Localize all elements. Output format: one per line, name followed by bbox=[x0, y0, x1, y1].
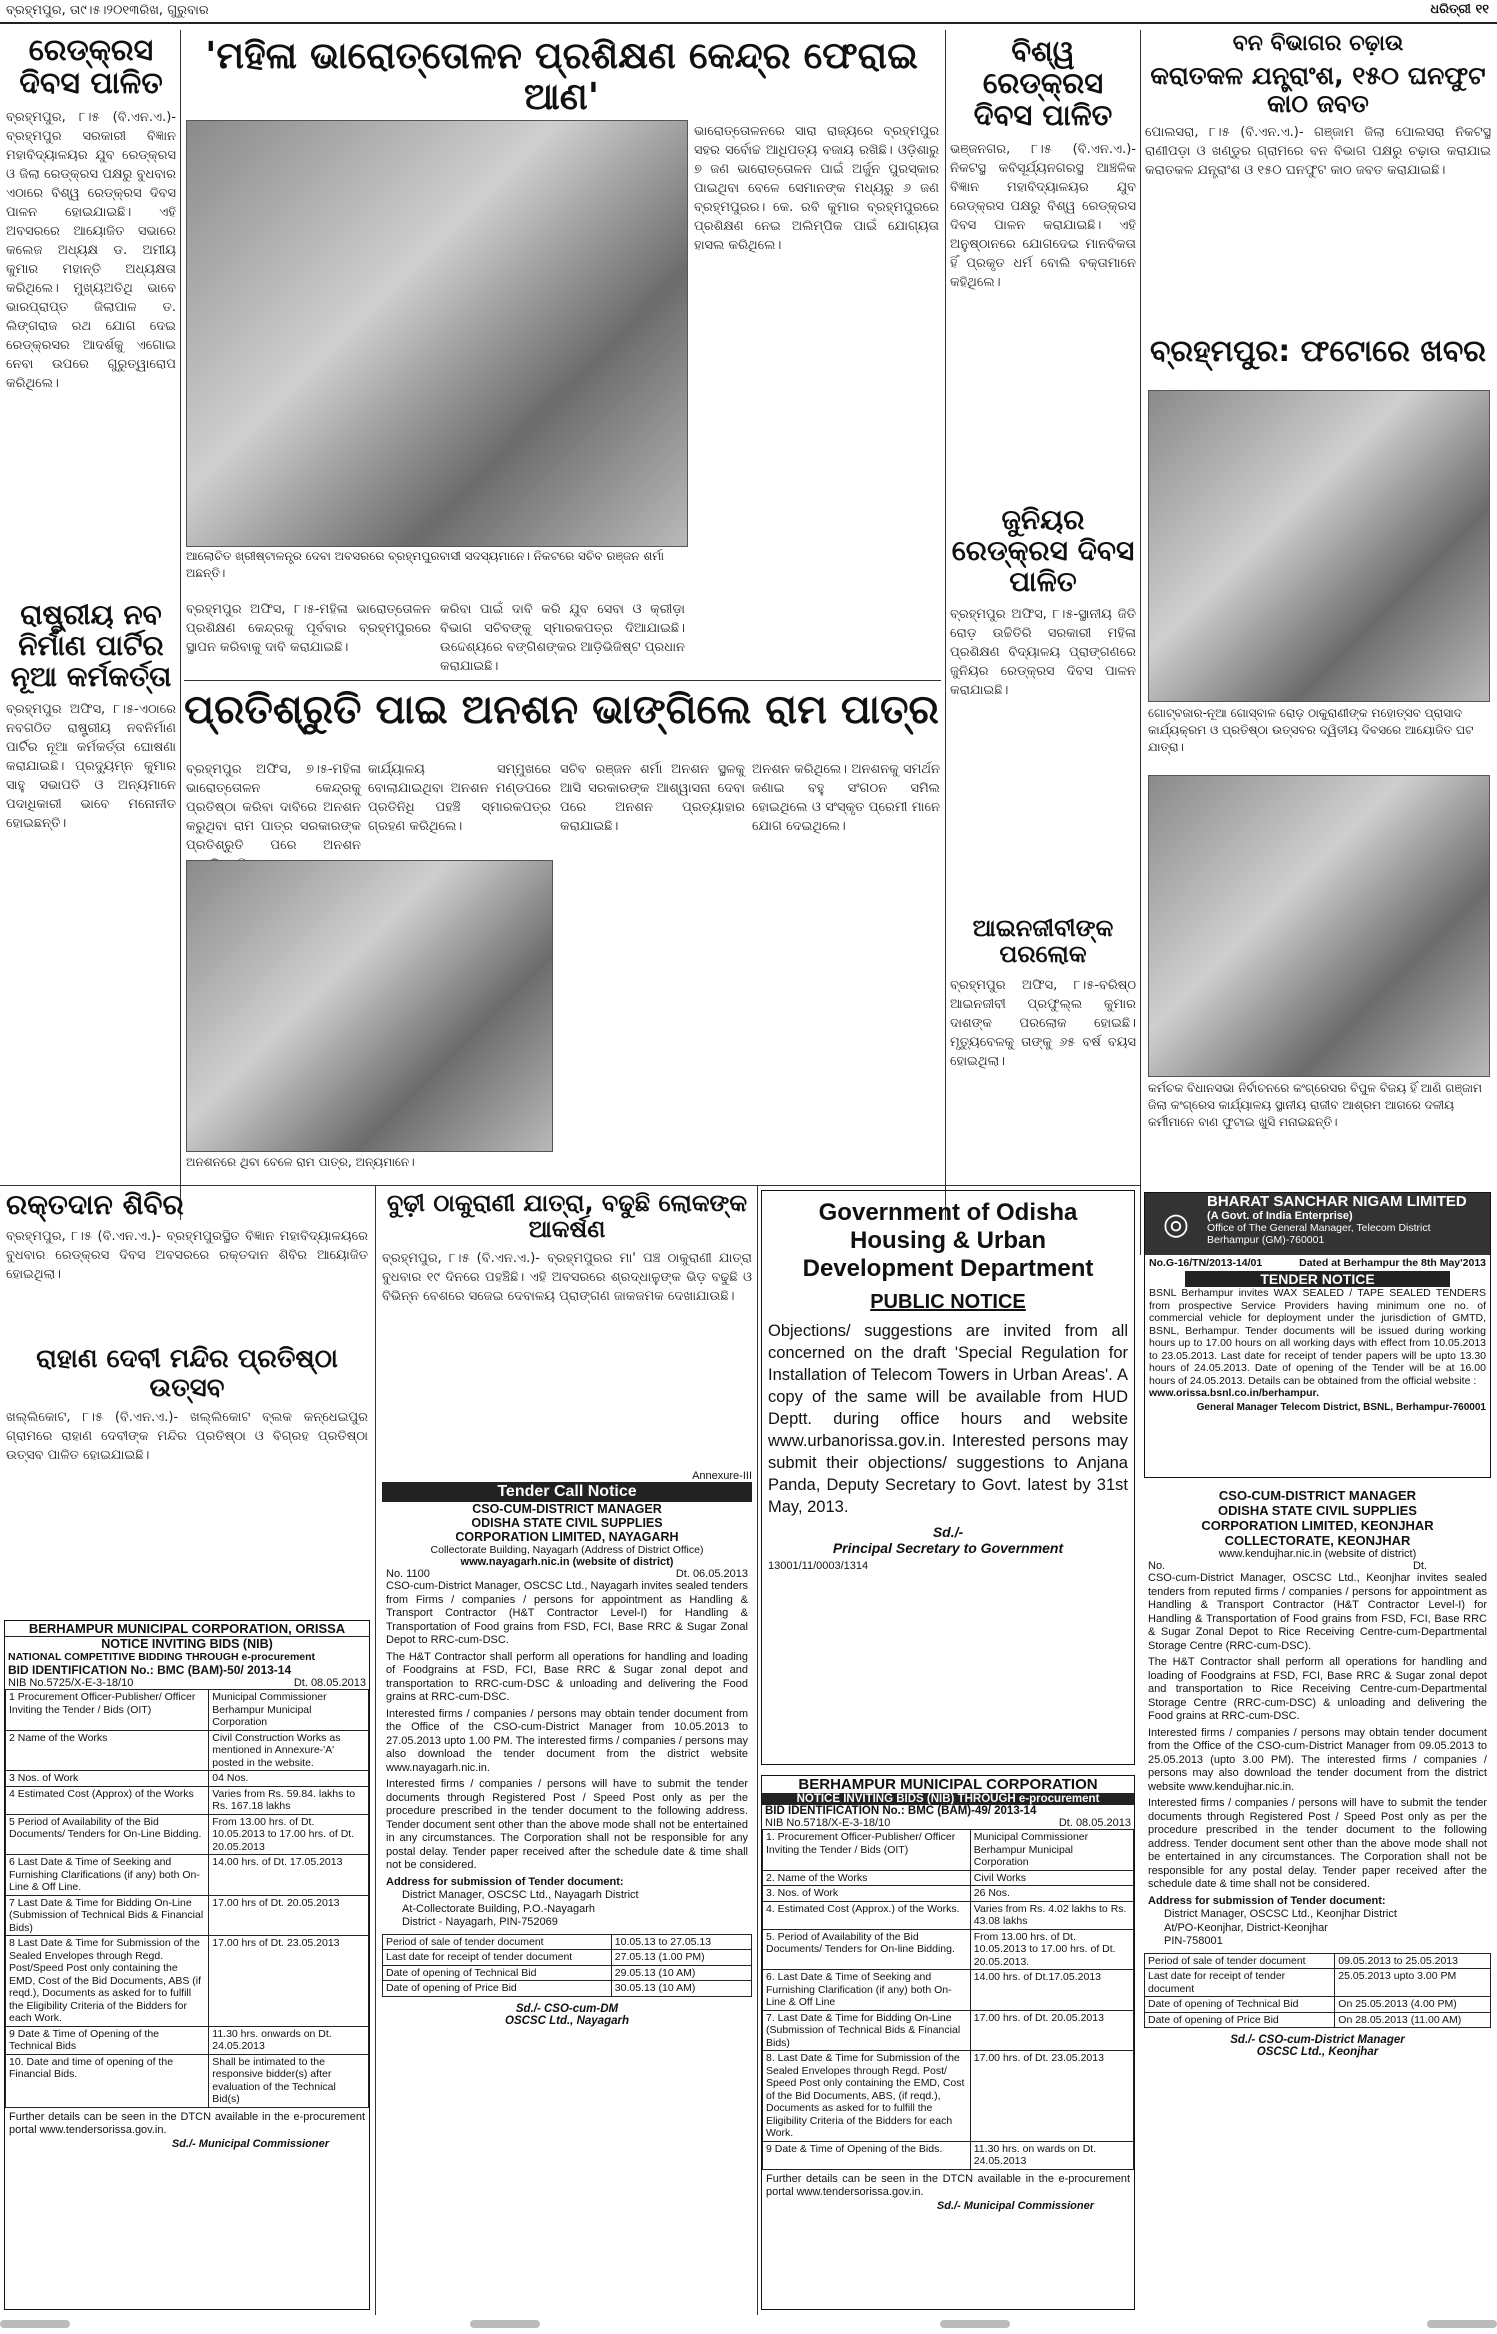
photo-caption: ଗୋଟ୍‌ବଜାର-ନୂଆ ଗୋସ୍‌ବାଳ ରୋଡ଼ ଠାକୁରାଣୀଙ୍କ ମହୋତ୍ସବ ପ୍ରାସାଦ କାର୍ଯ୍ୟକ୍ରମ ଓ ପ୍ରତିଷ୍ଠା ଉତ୍ସବର ଦ୍ୱିତୀୟ ଦିବସରେ ଆୟୋଜିତ ଘଟ ଯାତ୍ରା। bbox=[1148, 706, 1474, 754]
photo-caption: କର୍ମଚକ ବିଧାନସଭା ନିର୍ବାଚନରେ କଂଗ୍ରେସର ବିପୁଳ ବିଜୟ ହିଁ ଆଣି ଗଞ୍ଜାମ ଜିଲା କଂଗ୍ରେସ କାର୍ଯ୍ୟାଳୟ ସ୍ଥାନୀୟ ରାଜୀବ ଆଶ୍ରମ ଆଗରେ ଦଳୀୟ କର୍ମୀମାନେ ବାଣ ଫୁଟାଇ ଖୁସି ମନାଇଛନ୍ତି। bbox=[1148, 1081, 1482, 1129]
ad-org: COLLECTORATE, KEONJHAR bbox=[1224, 1533, 1411, 1548]
ad-no: No. bbox=[1148, 1560, 1166, 1572]
ad-paragraph: Interested firms / companies / persons may obtain tender document from the Office of the CSO-cum-District Manager from 09.05.2013 to 25.05.2013 (upto 3.00 PM). The interested firms / companies / persons may also download the tender document from the district website www.kendujhar.nic.in. bbox=[1148, 1726, 1487, 1793]
article-body: ବ୍ରହ୍ମପୁର, ୮।୫ (ବି.ଏନ.ଏ.)- ବ୍ରହ୍ମପୁରସ୍ଥିତ ବିଜ୍ଞାନ ମହାବିଦ୍ୟାଳୟରେ ବୁଧବାର ରେଡ୍‌କ୍ରସ ଦିବସ ଅବସରରେ ରକ୍ତଦାନ ଶିବିର ଆୟୋଜିତ ହୋଇଥିଲା। bbox=[6, 1228, 368, 1282]
table-row bbox=[1145, 1997, 1491, 2013]
table-cell-value: Municipal Commissioner Berhampur Municipal Corporation bbox=[970, 1830, 1133, 1871]
table-cell-label: 5 Period of Availability of the Bid Documents/ Tenders for On-Line Bidding. bbox=[6, 1814, 209, 1855]
ad-address-line: At/PO-Keonjhar, District-Keonjhar bbox=[1164, 1921, 1328, 1934]
article-body: ବ୍ରହ୍ମପୁର ଅଫିସ, ୮।୫-ସ୍ଥାନୀୟ ଜିତି ରୋଡ଼ ଉଚ୍ଚିତିରି ସରକାରୀ ମହିଳା ପ୍ରଶିକ୍ଷଣ ବିଦ୍ୟାଳୟ ପ୍ରାଙ୍ଗଣରେ ଜୁନିୟର ରେଡ୍‌କ୍ରସ ଦିବସ ପାଳନ କରାଯାଇଛି। bbox=[950, 607, 1136, 699]
ad-body: Objections/ suggestions are invited from all concerned on the draft 'Special Regulation for Installation of Telecom Towers in Urban Areas'. A copy of the same will be available from HUD Deptt. during office hours and website www.urbanorissa.gov.in. Interested persons may submit their objections/ suggestions to Anjana Panda, Deputy Secretary to Govt. latest by 31st May, 2013. bbox=[768, 1322, 1128, 1516]
table-cell-value: 27.05.13 (1.00 PM) bbox=[611, 1950, 751, 1966]
table-row bbox=[6, 1895, 369, 1936]
table-row bbox=[763, 2010, 1134, 2051]
table-cell-label: 6. Last Date & Time of Seeking and Furnishing Clarification (if any) both On-Line & Off Line bbox=[763, 1970, 971, 2011]
ad-sign: OSCSC Ltd., Nayagarh bbox=[505, 2014, 629, 2027]
table-row bbox=[763, 1901, 1134, 1929]
table-row bbox=[383, 1934, 752, 1950]
table-cell-value: 17.00 hrs of Dt. 20.05.2013 bbox=[209, 1895, 369, 1936]
news-photo bbox=[1148, 390, 1490, 702]
ad-subtitle: NOTICE INVITING BIDS (NIB) THROUGH e-procurement bbox=[762, 1793, 1134, 1805]
ad-address-line: District - Nayagarh, PIN-752069 bbox=[402, 1916, 558, 1928]
footer-tab bbox=[470, 2320, 540, 2328]
table-row bbox=[383, 1950, 752, 1966]
table-cell-label: 9 Date & Time of Opening of the Bids. bbox=[763, 2141, 971, 2169]
headline: ଜୁନିୟର ରେଡ୍‌କ୍ରସ ଦିବସ ପାଳିତ bbox=[951, 503, 1135, 598]
table-cell-label: 9 Date & Time of Opening of the Technical Bids bbox=[6, 2026, 209, 2054]
ad-website: www.orissa.bsnl.co.in/berhampur. bbox=[1149, 1387, 1319, 1399]
table-cell-label: Date of opening of Technical Bid bbox=[383, 1965, 612, 1981]
table-cell-value: 17.00 hrs. of Dt. 20.05.2013 bbox=[970, 2010, 1133, 2051]
table-row bbox=[6, 1771, 369, 1787]
headline: 'ମହିଳା ଭାରୋତ୍ତୋଳନ ପ୍ରଶିକ୍ଷଣ କେନ୍ଦ୍ର ଫେରାଇ ଆଣ' bbox=[205, 34, 918, 118]
ad-paragraph: CSO-cum-District Manager, OSCSC Ltd., Keonjhar invites sealed tenders from reputed firms / companies / persons for appointment as Handling & Transport Contractor (H&T Contractor Level-I) for Handling & Transportation of Food grains from FSD, FCI, Base RRC & Sugar Zonal Depot to Rice Receiving Centre-cum-Departmental Storage Centre (RRC-cum-DSC). bbox=[1148, 1572, 1487, 1652]
ad-org: ODISHA STATE CIVIL SUPPLIES bbox=[471, 1516, 663, 1530]
table-cell-label: Period of sale of tender document bbox=[1145, 1953, 1335, 1969]
table-cell-value: On 25.05.2013 (4.00 PM) bbox=[1335, 1997, 1491, 2013]
ad-bid-id: BID IDENTIFICATION No.: BMC (BAM)-49/ 2013-14 bbox=[765, 1805, 1037, 1817]
ad-sign: OSCSC Ltd., Keonjhar bbox=[1256, 2046, 1379, 2058]
table-cell-label: 1. Procurement Officer-Publisher/ Officer Inviting the Tender / Bids (OIT) bbox=[763, 1830, 971, 1871]
footer-tab bbox=[1427, 2320, 1497, 2328]
article-body: କରିବା ପାଇଁ ଦାବି କରି ଯୁବ ସେବା ଓ କ୍ରୀଡ଼ା ବିଭାଗ ସଚିବଙ୍କୁ ସ୍ମାରକପତ୍ର ଦିଆଯାଇଛି। ଉଦ୍ଦେଶ୍ୟରେ ବଙ୍ଗିଶଙ୍କର ଆଡ଼ିଭିଜିଷ୍ଟ ପ୍ରଧାନ କରାଯାଇଛି। bbox=[440, 602, 685, 674]
table-cell-value: 04 Nos. bbox=[209, 1771, 369, 1787]
ad-website: www.nayagarh.nic.in (website of district) bbox=[460, 1556, 674, 1568]
ad-no: No. 1100 bbox=[386, 1568, 430, 1580]
article-body: ପୋଲସରା, ୮।୫ (ବି.ଏନ.ଏ.)- ଗଞ୍ଜାମ ଜିଲା ପୋଲସରା ନିକଟସ୍ଥ ରାଣୀପଡ଼ା ଓ ଖଣ୍ଡୁର ଗ୍ରାମରେ ବନ ବିଭାଗ ପକ୍ଷରୁ ଚଢ଼ାଉ କରାଯାଇ କରାତକଳ ଯନ୍ତ୍ରାଂଶ ଓ ୧୫୦ ଘନଫୁଟ କାଠ ଜବତ କରାଯାଇଛି। bbox=[1145, 125, 1491, 179]
ad-sign: Sd./- Municipal Commissioner bbox=[171, 2137, 329, 2150]
ad-notice-label: PUBLIC NOTICE bbox=[870, 1291, 1026, 1313]
ad-sd: Sd./- bbox=[932, 1524, 964, 1540]
ad-date: Dt. 08.05.2013 bbox=[293, 1677, 366, 1689]
table-row bbox=[763, 2141, 1134, 2169]
ad-org: CSO-CUM-DISTRICT MANAGER bbox=[472, 1502, 662, 1516]
ad-org: CORPORATION LIMITED, KEONJHAR bbox=[1201, 1518, 1434, 1533]
ad-address-line: District Manager, OSCSC Ltd., Nayagarh District bbox=[402, 1889, 639, 1901]
table-cell-label: Last date for receipt of tender document bbox=[1145, 1969, 1335, 1997]
table-cell-value: Municipal Commissioner Berhampur Municipal Corporation bbox=[209, 1690, 369, 1731]
column-rule bbox=[757, 1185, 758, 2315]
table-cell-label: Date of opening of Price Bid bbox=[383, 1981, 612, 1997]
news-photo bbox=[186, 120, 688, 547]
headline: ଆଇନଜୀବୀଙ୍କ ପରଲୋକ bbox=[972, 914, 1114, 969]
ad-address-line: District Manager, OSCSC Ltd., Keonjhar District bbox=[1164, 1908, 1397, 1920]
page-header bbox=[0, 0, 1497, 24]
table-row bbox=[6, 2026, 369, 2054]
table-cell-value: From 13.00 hrs. of Dt. 10.05.2013 to 17.00 hrs. of Dt. 20.05.2013 bbox=[209, 1814, 369, 1855]
ad-table bbox=[382, 1934, 752, 1997]
ad-title: Housing & Urban bbox=[850, 1227, 1046, 1254]
article-world-redcross bbox=[950, 36, 1136, 506]
ad-bid-id: BID IDENTIFICATION No.: BMC (BAM)-50/ 2013-14 bbox=[8, 1663, 292, 1677]
bsnl-logo-icon: ◎ bbox=[1162, 1207, 1190, 1241]
article-body: ବ୍ରହ୍ମପୁର ଅଫିସ, ୭।୫-ମହିଳା ଭାରୋତ୍ତୋଳନ କେନ୍ଦ୍ରକୁ ପ୍ରତିଷ୍ଠା କରିବା ଦାବିରେ ଅନଶନ କରୁଥିବା ରାମ ପାତ୍ର ସରକାରଙ୍କ ପ୍ରତିଶ୍ରୁତି ପରେ ଅନଶନ bbox=[186, 762, 361, 853]
ad-line: NATIONAL COMPETITIVE BIDDING THROUGH e-procurement bbox=[8, 1651, 316, 1663]
article-mahila-headline bbox=[184, 34, 939, 118]
column-rule bbox=[180, 30, 181, 1220]
ad-city: Berhampur (GM)-760001 bbox=[1207, 1234, 1325, 1246]
ad-govt: (A Govt. of India Enterprise) bbox=[1207, 1210, 1353, 1222]
article-body: ଖଲ୍ଲିକୋଟ, ୮।୫ (ବି.ଏନ.ଏ.)- ଖଲ୍ଲିକୋଟ ବ୍ଲକ କନ୍ଧେଇପୁର ଗ୍ରାମରେ ରାହାଣ ଦେବୀଙ୍କ ମନ୍ଦିର ପ୍ରତିଷ୍ଠା ଓ ବିଗ୍ରହ ପ୍ରତିଷ୍ଠା ଉତ୍ସବ ପାଳିତ ହୋଇଯାଇଛି। bbox=[6, 1410, 368, 1464]
table-row bbox=[6, 1936, 369, 2027]
ad-sign: Sd./- CSO-cum-District Manager bbox=[1230, 2034, 1405, 2046]
ad-ref: 13001/11/0003/1314 bbox=[768, 1560, 869, 1572]
ad-org: ODISHA STATE CIVIL SUPPLIES bbox=[1218, 1503, 1417, 1518]
ad-title: Development Department bbox=[802, 1255, 1094, 1282]
ad-org: CSO-CUM-DISTRICT MANAGER bbox=[1218, 1488, 1417, 1503]
ad-address-line: PIN-758001 bbox=[1164, 1935, 1223, 1947]
headline: ବ୍ରହ୍ମପୁର: ଫଟୋରେ ଖବର bbox=[1149, 334, 1487, 369]
ad-sign: Sd./- CSO-cum-DM bbox=[515, 2002, 619, 2015]
ad-paragraph: CSO-cum-District Manager, OSCSC Ltd., Nayagarh invites sealed tenders from Firms / companies / persons for appointment as Handling & Transport Contractor (H&T Contractor Level-I) for Handling & Transportation of Food grains from FSD, FCI, Base RRC & Sugar Zonal Depot to RRC-cum-DSC. bbox=[386, 1580, 748, 1646]
table-cell-label: 2. Name of the Works bbox=[763, 1870, 971, 1886]
table-cell-label: 8 Last Date & Time for Submission of the Sealed Envelopes through Regd. Post/Speed Post only containing the EMD, Cost of the Bid Documents, ABS (if reqd.), Documents as asked for to fulfill the Eligibility Criteria of the Bidders for each Work. bbox=[6, 1936, 209, 2027]
ad-sign: General Manager Telecom District, BSNL, Berhampur-760001 bbox=[1196, 1401, 1486, 1413]
ad-title: Tender Call Notice bbox=[382, 1482, 752, 1502]
article-obituary bbox=[950, 915, 1136, 1180]
article-body: ବ୍ରହ୍ମପୁର ଅଫିସ, ୮।୫-ଏଠାରେ ନବଗଠିତ ରାଷ୍ଟ୍ରୀୟ ନବନିର୍ମାଣ ପାର୍ଟିର ନୂଆ କର୍ମକର୍ତ୍ତା ଘୋଷଣା କରାଯାଇଛି। ପ୍ରଦ୍ୟୁମ୍ନ କୁମାର ସାହୁ ସଭାପତି ଓ ଅନ୍ୟମାନେ ପଦାଧିକାରୀ ଭାବେ ମନୋନୀତ ହୋଇଛନ୍ତି। bbox=[6, 702, 176, 832]
ad-paragraph: Interested firms / companies / persons will have to submit the tender documents through Registered Post / Speed Post only as per the procedure prescribed in the tender document to the following address. Tender document sent other than the above mode shall not be entertained in any circumstances. The Corporation shall not be responsible for any postal delay. Tender paper received after the schedule date & time shall not be considered. bbox=[1148, 1797, 1487, 1890]
article-body: କାର୍ଯ୍ୟାଳୟ ସମ୍ମୁଖରେ ବୋଲାଯାଇଥିବା ଅନଶନ ମଣ୍ଡପରେ ପ୍ରତିନିଧି ପହଞ୍ଚି ସ୍ମାରକପତ୍ର ଗ୍ରହଣ କରିଥିଲେ। bbox=[368, 762, 551, 834]
ad-no: No.G-16/TN/2013-14/01 bbox=[1149, 1257, 1263, 1269]
table-row bbox=[1145, 2012, 1491, 2028]
ad-date: Dt. bbox=[1412, 1560, 1427, 1572]
table-row bbox=[763, 1929, 1134, 1970]
ad-address: Collectorate Building, Nayagarh (Address of District Office) bbox=[430, 1544, 704, 1556]
ad-tender-nayagarh bbox=[382, 1470, 752, 2310]
ad-paragraph: Interested firms / companies / persons may obtain tender document from the Office of the CSO-cum-District Manager from 10.05.2013 to 27.05.2013 upto 1.00 PM. The interested firms / companies / persons may also download the tender document from the district website www.nayagarh.nic.in. bbox=[386, 1707, 748, 1774]
ad-website: www.kendujhar.nic.in (website of district) bbox=[1218, 1548, 1417, 1560]
headline: ରେଡ୍‌କ୍ରସ ଦିବସ ପାଳିତ bbox=[19, 33, 163, 101]
ad-title: BERHAMPUR MUNICIPAL CORPORATION bbox=[798, 1776, 1098, 1793]
ad-title: BERHAMPUR MUNICIPAL CORPORATION, ORISSA bbox=[5, 1621, 369, 1637]
table-cell-label: 2 Name of the Works bbox=[6, 1730, 209, 1771]
table-cell-value: Civil Works bbox=[970, 1870, 1133, 1886]
article-navanirman bbox=[6, 600, 176, 1170]
ad-table bbox=[5, 1689, 369, 2108]
ad-office: Office of The General Manager, Telecom District bbox=[1207, 1222, 1431, 1234]
table-cell-value: 17.00 hrs. of Dt. 23.05.2013 bbox=[970, 2051, 1133, 2142]
ad-footer: Further details can be seen in the DTCN available in the e-procurement portal www.tendersorissa.gov.in. bbox=[9, 2110, 365, 2136]
table-cell-label: 5. Period of Availability of the Bid Documents/ Tenders for On-line Bidding. bbox=[763, 1929, 971, 1970]
table-cell-label: 3. Nos. of Work bbox=[763, 1886, 971, 1902]
table-cell-value: Shall be intimated to the responsive bidder(s) after evaluation of the Technical Bid(s) bbox=[209, 2054, 369, 2107]
ad-bsnl bbox=[1144, 1192, 1491, 1478]
table-cell-value: 11.30 hrs. onwards on Dt. 24.05.2013 bbox=[209, 2026, 369, 2054]
table-cell-label: Date of opening of Price Bid bbox=[1145, 2012, 1335, 2028]
ad-address-line: At-Collectorate Building, P.O.-Nayagarh bbox=[402, 1902, 596, 1915]
table-row bbox=[6, 1690, 369, 1731]
ad-nib: NIB No.5718/X-E-3-18/10 bbox=[765, 1817, 891, 1829]
ad-housing-notice bbox=[761, 1190, 1135, 1765]
article-body: ସଚିବ ରଞ୍ଜନ ଶର୍ମା ଅନଶନ ସ୍ଥଳକୁ ଆସି ସରକାରଙ୍କ ଆଶ୍ୱାସନା ଦେବା ପରେ ଅନଶନ ପ୍ରତ୍ୟାହାର କରାଯାଇଛି। bbox=[560, 762, 745, 834]
table-cell-value: From 13.00 hrs. of Dt. 10.05.2013 to 17.00 hrs. of Dt. 20.05.2013. bbox=[970, 1929, 1133, 1970]
table-cell-value: 10.05.13 to 27.05.13 bbox=[611, 1934, 751, 1950]
article-body: ବ୍ରହ୍ମପୁର ଅଫିସ, ୮।୫-ମହିଳା ଭାରୋତ୍ତୋଳନ ପ୍ରଶିକ୍ଷଣ କେନ୍ଦ୍ରକୁ ପୂର୍ବବାର ବ୍ରହ୍ମପୁରରେ ସ୍ଥାପନ କରିବାକୁ ଦାବି କରାଯାଇଛି। bbox=[186, 602, 431, 655]
article-blood bbox=[6, 1190, 368, 1345]
headline: କରାତକଳ ଯନ୍ତ୍ରାଂଶ, ୧୫୦ ଘନଫୁଟ କାଠ ଜବତ bbox=[1150, 61, 1486, 118]
ad-subtitle: NOTICE INVITING BIDS (NIB) bbox=[101, 1637, 273, 1651]
table-cell-value: Varies from Rs. 4.02 lakhs to Rs. 43.08 lakhs bbox=[970, 1901, 1133, 1929]
article-thakurani bbox=[382, 1190, 752, 1465]
table-cell-value: On 28.05.2013 (11.00 AM) bbox=[1335, 2012, 1491, 2028]
table-row bbox=[763, 1870, 1134, 1886]
table-cell-label: 1 Procurement Officer-Publisher/ Officer Inviting the Tender / Bids (OIT) bbox=[6, 1690, 209, 1731]
table-row bbox=[763, 2051, 1134, 2142]
table-row bbox=[763, 1830, 1134, 1871]
table-row bbox=[763, 1886, 1134, 1902]
article-body: ବ୍ରହ୍ମପୁର ଅଫିସ, ୮।୫-ବରିଷ୍ଠ ଆଇନଜୀବୀ ପ୍ରଫୁଲ୍ଲ କୁମାର ଦାଶଙ୍କ ପରଲୋକ ହୋଇଛି। ମୃତ୍ୟୁବେଳକୁ ତାଙ୍କୁ ୬୫ ବର୍ଷ ବୟସ ହୋଇଥିଲା। bbox=[950, 977, 1136, 1069]
table-cell-label: 10. Date and time of opening of the Financial Bids. bbox=[6, 2054, 209, 2107]
ad-org: CORPORATION LIMITED, NAYAGARH bbox=[455, 1530, 679, 1544]
page-footer bbox=[0, 2318, 1497, 2334]
table-row bbox=[383, 1965, 752, 1981]
table-cell-value: 29.05.13 (10 AM) bbox=[611, 1965, 751, 1981]
table-cell-label: 8. Last Date & Time for Submission of the Sealed Envelopes through Regd. Post/ Speed Post only containing the EMD, Cost of the Bid Documents, ABS, (if reqd.), Documents as asked for to fulfill the Eligibility Criteria of the Bidders for each Work. bbox=[763, 2051, 971, 2142]
table-row bbox=[383, 1981, 752, 1997]
table-cell-value: 14.00 hrs. of Dt.17.05.2013 bbox=[970, 1970, 1133, 2011]
header-page: ଧରିତ୍ରୀ ୧୧ bbox=[1430, 2, 1489, 17]
footer-tab bbox=[0, 2320, 70, 2328]
ad-footer: Further details can be seen in the DTCN available in the e-procurement portal www.tendersorissa.gov.in. bbox=[766, 2172, 1130, 2198]
ad-address-heading: Address for submission of Tender document: bbox=[1148, 1894, 1386, 1907]
table-cell-value: 26 Nos. bbox=[970, 1886, 1133, 1902]
table-cell-value: 17.00 hrs of Dt. 23.05.2013 bbox=[209, 1936, 369, 2027]
article-body: ବ୍ରହ୍ମପୁର, ୮।୫ (ବି.ଏନ.ଏ.)- ବ୍ରହ୍ମପୁର ସରକାରୀ ବିଜ୍ଞାନ ମହାବିଦ୍ୟାଳୟର ଯୁବ ରେଡ୍‌କ୍ରସ ଓ ଜିଲା ରେଡ୍‌କ୍ରସ ପକ୍ଷରୁ ବୁଧବାର ଏଠାରେ ବିଶ୍ୱ ରେଡ୍‌କ୍ରସ ଦିବସ ପାଳନ ହୋଇଯାଇଛି। ଏହି ଅବସରରେ ଆୟୋଜିତ ସଭାରେ କଲେଜ ଅଧ୍ୟକ୍ଷ ଡ. ଅମୀୟ କୁମାର ମହାନ୍ତି ଅଧ୍ୟକ୍ଷତା କରିଥିଲେ। ମୁଖ୍ୟଅତିଥି ଭାବେ ଭାରପ୍ରାପ୍ତ ଜିଲାପାଳ ତ. ଲିଙ୍ଗରାଜ ରଥ ଯୋଗ ଦେଇ ରେଡ୍‌କ୍ରସର ଆଦର୍ଶକୁ ଏଗୋଇ ନେବା ଉପରେ ଗୁରୁତ୍ୱାରୋପ କରିଥିଲେ। bbox=[6, 110, 176, 391]
ad-body: BSNL Berhampur invites WAX SEALED / TAPE SEALED TENDERS from prospective Service Providers having minimum one no. of commercial vehicle for deployment under the jurisdiction of GMTD, BSNL, Berhampur. Tender documents will be issued during working hours up to 17.00 hours on all working days with effect from 10.05.2013 to 23.05.2013. Last date for receipt of tender papers will be upto 13.30 hours of 24.05.2013. Date of opening of the Tender will be at 16.00 hours of 24.05.2013. Details can be obtained from the official website : bbox=[1149, 1287, 1486, 1387]
headline: ରାହାଣ ଦେବୀ ମନ୍ଦିର ପ୍ରତିଷ୍ଠା ଉତ୍ସବ bbox=[36, 1344, 338, 1403]
article-rahan-devi bbox=[6, 1345, 368, 1545]
ad-table bbox=[1144, 1953, 1491, 2029]
ad-nib: NIB No.5725/X-E-3-18/10 bbox=[8, 1677, 134, 1689]
ad-date: Dt. 06.05.2013 bbox=[675, 1568, 748, 1580]
table-cell-label: 4. Estimated Cost (Approx.) of the Works. bbox=[763, 1901, 971, 1929]
column-rule bbox=[375, 1185, 376, 2315]
table-row bbox=[1145, 1969, 1491, 1997]
table-cell-label: Last date for receipt of tender document bbox=[383, 1950, 612, 1966]
table-row bbox=[6, 1730, 369, 1771]
ad-company: BHARAT SANCHAR NIGAM LIMITED bbox=[1207, 1193, 1467, 1210]
table-cell-value: 25.05.2013 upto 3.00 PM bbox=[1335, 1969, 1491, 1997]
article-forest bbox=[1145, 32, 1491, 332]
headline: ବିଶ୍ୱ ରେଡ୍‌କ୍ରସ ଦିବସ ପାଳିତ bbox=[973, 34, 1113, 132]
table-cell-value: 11.30 hrs. on wards on Dt. 24.05.2013 bbox=[970, 2141, 1133, 2169]
ad-title: TENDER NOTICE bbox=[1185, 1271, 1450, 1287]
column-rule bbox=[1140, 30, 1141, 1255]
ad-bmc-nib-50 bbox=[4, 1620, 370, 2310]
ad-date: Dated at Berhampur the 8th May'2013 bbox=[1299, 1257, 1486, 1269]
row-rule bbox=[184, 680, 941, 681]
table-cell-label: Date of opening of Technical Bid bbox=[1145, 1997, 1335, 2013]
ad-sign: Principal Secretary to Government bbox=[832, 1540, 1064, 1556]
table-cell-label: 4 Estimated Cost (Approx) of the Works bbox=[6, 1786, 209, 1814]
ad-table bbox=[762, 1829, 1134, 2170]
article-body: ଅନଶନ କରିଥିଲେ। ଅନଶନକୁ ସମର୍ଥନ ଜଣାଇ ବହୁ ସଂଗଠନ ସମିଲ ହୋଇଥିଲେ ଓ ସଂସ୍କୃତ ପ୍ରେମୀ ମାନେ ଯୋଗ ଦେଇଥିଲେ। bbox=[752, 762, 940, 834]
table-cell-label: 7 Last Date & Time for Bidding On-Line (Submission of Technical Bids & Financial Bids) bbox=[6, 1895, 209, 1936]
article-body: ଭାରୋତ୍ତୋଳନରେ ସାରା ରାଜ୍ୟରେ ବ୍ରହ୍ମପୁର ସହର ସର୍ବୋଚ୍ଚ ଆଧିପତ୍ୟ ବଜାୟ ରଖିଛି। ଓଡ଼ିଶାରୁ ୭ ଜଣ ଭାରୋତ୍ତୋଳନ ପାଇଁ ଅର୍ଜୁନ ପୁରସ୍କାର ପାଇଥିବା ବେଳେ ସେମାନଙ୍କ ମଧ୍ୟରୁ ୬ ଜଣ ବ୍ରହ୍ମପୁରର। କେ. ରବି କୁମାର ବ୍ରହ୍ମପୁରରେ ପ୍ରଶିକ୍ଷଣ ନେଇ ଅଲିମ୍ପିକ ପାଇଁ ଯୋଗ୍ୟତା ହାସଲ କରିଥିଲେ। bbox=[694, 124, 939, 253]
ad-paragraph: The H&T Contractor shall perform all operations for handling and loading of Foodgrains at FSD, FCI, Base RRC & Sugar zonal depot and transportation to Rice Receiving Centre-cum-Departmental Storage Centre (RRC-cum-DSC) & unloading and delivering the Food grains at RRC-cum-DSC. bbox=[1148, 1656, 1487, 1722]
ad-bmc-nib-49 bbox=[761, 1775, 1135, 2310]
article-body: ବ୍ରହ୍ମପୁର, ୮।୫ (ବି.ଏନ.ଏ.)- ବ୍ରହ୍ମପୁରର ମା' ପଞ୍ଚ ଠାକୁରାଣୀ ଯାତ୍ରା ବୁଧବାର ୧୯ ଦିନରେ ପହଞ୍ଚିଛି। ଏହି ଅବସରରେ ଶ୍ରଦ୍ଧାଳୁଙ୍କ ଭିଡ଼ ବଢୁଛି ଓ ବିଭିନ୍ନ ବେଶରେ ସଜେଇ ଦେବାଳୟ ପ୍ରାଙ୍ଗଣ ଜାକଜମକ ଦେଖାଯାଉଛି। bbox=[382, 1250, 752, 1304]
article-redcross-day bbox=[6, 34, 176, 594]
table-row bbox=[763, 1970, 1134, 2011]
table-cell-value: Civil Construction Works as mentioned in Annexure-'A' posted in the website. bbox=[209, 1730, 369, 1771]
table-cell-label: Period of sale of tender document bbox=[383, 1934, 612, 1950]
ad-paragraph: The H&T Contractor shall perform all operations for handling and loading of Foodgrains at FSD, FCI, Base RRC & Sugar zonal depot and transportation to RRC-cum-DSC & unloading and delivering the Food grains at RRC-cum-DSC. bbox=[386, 1650, 748, 1703]
table-cell-label: 7. Last Date & Time for Bidding On-Line (Submission of Technical Bids & Financial Bids) bbox=[763, 2010, 971, 2051]
kicker: ବନ ବିଭାଗର ଚଢ଼ାଉ bbox=[1232, 31, 1404, 56]
photo-caption: ଆଲୋଚିତ ଖ୍ରୀଷ୍ଟାଳନ୍ତ୍ର ଦେବା ଅବସରରେ ବ୍ରହ୍ମପୁରବାସୀ ସଦସ୍ୟମାନେ। ନିକଟରେ ସଚିବ ରଞ୍ଜନ ଶର୍ମା ଅଛନ୍ତି। bbox=[186, 549, 664, 580]
ad-date: Dt. 08.05.2013 bbox=[1058, 1817, 1131, 1829]
headline: ରକ୍ତଦାନ ଶିବିର bbox=[6, 1188, 184, 1221]
article-ram-patra-headline bbox=[184, 688, 939, 748]
column-rule bbox=[945, 30, 946, 1220]
table-cell-label: 6 Last Date & Time of Seeking and Furnishing Clarifications (if any) both On-Line & Off Line. bbox=[6, 1855, 209, 1896]
table-cell-value: 09.05.2013 to 25.05.2013 bbox=[1335, 1953, 1491, 1969]
article-body: ଭଞ୍ଜନଗର, ୮।୫ (ବି.ଏନ.ଏ.)- ନିକଟସ୍ଥ କବିସୂର୍ଯ୍ୟନଗରସ୍ଥ ଆଞ୍ଚଳିକ ବିଜ୍ଞାନ ମହାବିଦ୍ୟାଳୟର ଯୁବ ରେଡ୍‌କ୍ରସ ପକ୍ଷରୁ ବିଶ୍ୱ ରେଡ୍‌କ୍ରସ ଦିବସ ପାଳନ କରାଯାଇଛି। ଏହି ଅନୁଷ୍ଠାନରେ ଯୋଗଦେଇ ମାନବିକତା ହିଁ ପ୍ରକୃତ ଧର୍ମ ବୋଲି ବକ୍ତାମାନେ କହିଥିଲେ। bbox=[950, 141, 1136, 290]
table-cell-value: 14.00 hrs. of Dt. 17.05.2013 bbox=[209, 1855, 369, 1896]
ad-annex: Annexure-III bbox=[692, 1470, 752, 1482]
ad-tender-keonjhar bbox=[1144, 1488, 1491, 2310]
ad-paragraph: Interested firms / companies / persons will have to submit the tender documents through Registered Post / Speed Post only as per the procedure prescribed in the tender document to the following address. Tender document sent other than the above mode shall not be entertained in any circumstances. The Corporation shall not be responsible for any postal delay. Tender paper received after the schedule date & time shall not be considered. bbox=[386, 1778, 748, 1871]
ad-sign: Sd./- Municipal Commissioner bbox=[936, 2199, 1094, 2212]
table-cell-value: Varies from Rs. 59.84. lakhs to Rs. 167.18 lakhs bbox=[209, 1786, 369, 1814]
photo-caption: ଅନଶନରେ ଥିବା ବେଳେ ରାମ ପାତ୍ର, ଅନ୍ୟମାନେ। bbox=[186, 1155, 415, 1169]
news-photo bbox=[186, 860, 553, 1152]
ad-address-heading: Address for submission of Tender document: bbox=[386, 1875, 624, 1888]
table-row bbox=[6, 2054, 369, 2107]
table-row bbox=[6, 1814, 369, 1855]
article-junior-redcross bbox=[950, 505, 1136, 895]
row-rule bbox=[0, 1185, 1140, 1186]
footer-tab bbox=[940, 2320, 1010, 2328]
table-cell-value: 30.05.13 (10 AM) bbox=[611, 1981, 751, 1997]
headline: ରାଷ୍ଟ୍ରୀୟ ନବ ନିର୍ମାଣ ପାର୍ଟିର ନୂଆ କର୍ମକର୍ତ୍ତା bbox=[10, 598, 172, 693]
header-date: ବ୍ରହ୍ମପୁର, ତା୯।୫।୨୦୧୩ରିଖ, ଗୁରୁବାର bbox=[6, 3, 209, 18]
headline: ପ୍ରତିଶ୍ରୁତି ପାଇ ଅନଶନ ଭାଙ୍ଗିଲେ ରାମ ପାତ୍ର bbox=[184, 687, 939, 733]
ad-title: Government of Odisha bbox=[818, 1199, 1078, 1226]
table-cell-label: 3 Nos. of Work bbox=[6, 1771, 209, 1787]
table-row bbox=[1145, 1953, 1491, 1969]
headline: ବୁଢ଼ୀ ଠାକୁରାଣୀ ଯାତ୍ରା, ବଢୁଛି ଲୋକଙ୍କ ଆକର୍ଷଣ bbox=[386, 1189, 748, 1244]
news-photo bbox=[1148, 775, 1490, 1077]
table-row bbox=[6, 1786, 369, 1814]
table-row bbox=[6, 1855, 369, 1896]
